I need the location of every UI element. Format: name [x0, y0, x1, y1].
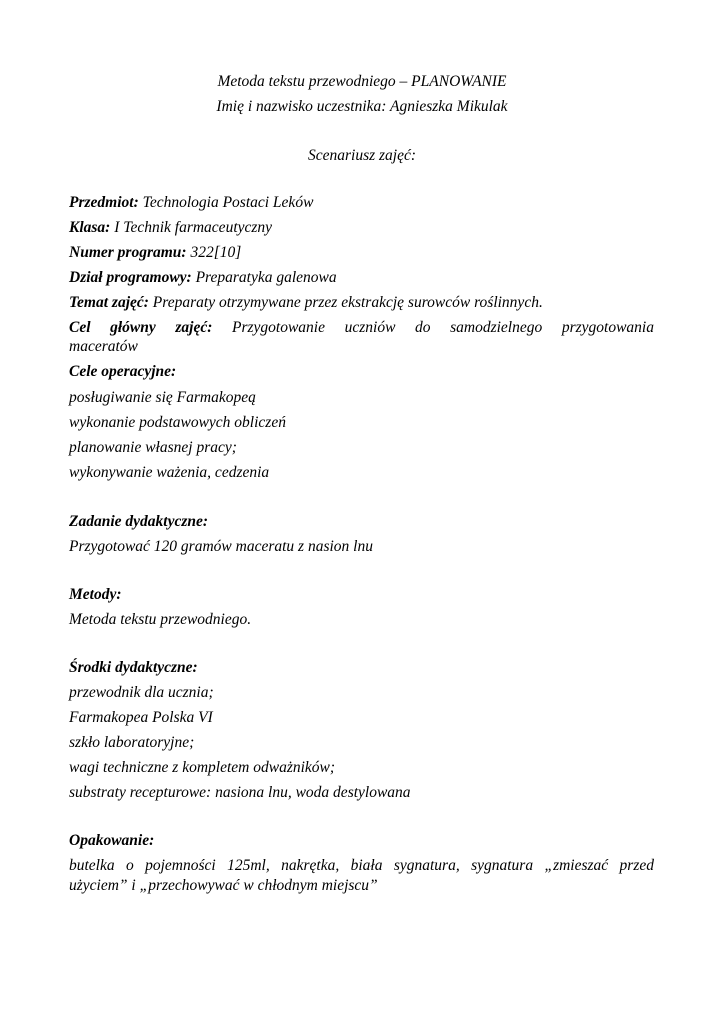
program-number-line: [69, 243, 654, 263]
didactic-means-item: wagi techniczne z kompletem odważników;: [69, 759, 336, 776]
methods-text: Metoda tekstu przewodniego.: [69, 611, 252, 628]
program-number-label: Numer programu:: [69, 244, 187, 261]
operational-goals-heading: Cele operacyjne:: [69, 363, 177, 380]
program-number-value: 322[10]: [190, 244, 242, 261]
class-line: [69, 218, 654, 238]
operational-goal-item: planowanie własnej pracy;: [69, 439, 237, 456]
didactic-means-heading: Środki dydaktyczne:: [69, 659, 198, 676]
document-title: Metoda tekstu przewodniego – PLANOWANIE: [217, 73, 507, 90]
packaging-heading: Opakowanie:: [69, 832, 155, 849]
program-section-label: Dział programowy:: [69, 269, 192, 286]
didactic-means-item: Farmakopea Polska VI: [69, 709, 213, 726]
participant-name: Imię i nazwisko uczestnika: Agnieszka Mikulak: [216, 98, 508, 115]
topic-label: Temat zajęć:: [69, 294, 149, 311]
scenario-heading: Scenariusz zajęć:: [307, 147, 417, 164]
didactic-task-text: Przygotować 120 gramów maceratu z nasion lnu: [69, 538, 373, 555]
methods-heading: Metody:: [69, 586, 122, 603]
main-goal-line: [69, 318, 654, 338]
operational-goal-item: wykonanie podstawowych obliczeń: [69, 414, 286, 431]
topic-line: [69, 293, 654, 313]
operational-goal-item: posługiwanie się Farmakopeą: [69, 389, 256, 406]
didactic-task-heading: Zadanie dydaktyczne:: [69, 513, 209, 530]
main-goal-continuation: maceratów: [69, 338, 138, 355]
packaging-text-continuation: użyciem” i „przechowywać w chłodnym miejscu”: [69, 877, 378, 894]
topic-value: Preparaty otrzymywane przez ekstrakcję surowców roślinnych.: [152, 294, 543, 311]
subject-label: Przedmiot:: [69, 194, 139, 211]
subject-line: [69, 193, 654, 213]
subject-value: Technologia Postaci Leków: [142, 194, 314, 211]
program-section-line: [69, 268, 654, 288]
didactic-means-item: szkło laboratoryjne;: [69, 734, 195, 751]
class-value: I Technik farmaceutyczny: [114, 219, 273, 236]
didactic-means-item: substraty recepturowe: nasiona lnu, woda destylowana: [69, 784, 411, 801]
packaging-text: butelka o pojemności 125ml, nakrętka, biała sygnatura, sygnatura „zmieszać przed: [69, 857, 654, 874]
main-goal-label: Cel główny zajęć:: [69, 319, 213, 336]
operational-goal-item: wykonywanie ważenia, cedzenia: [69, 464, 270, 481]
program-section-value: Preparatyka galenowa: [195, 269, 337, 286]
class-label: Klasa:: [69, 219, 111, 236]
didactic-means-item: przewodnik dla ucznia;: [69, 684, 214, 701]
main-goal-value: Przygotowanie uczniów do samodzielnego przygotowania: [232, 319, 654, 336]
